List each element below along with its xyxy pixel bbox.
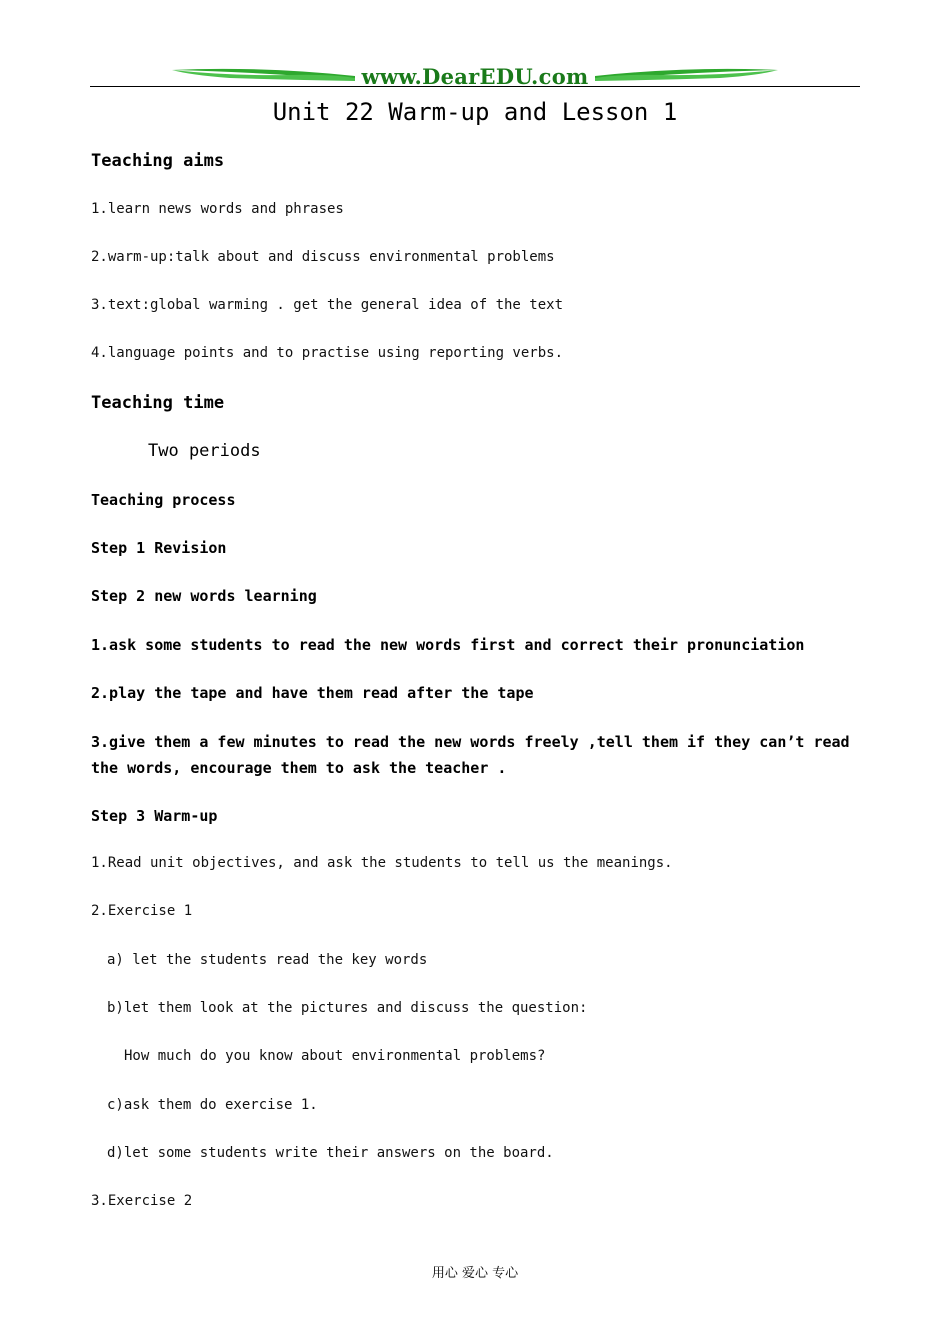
step3-item: 3.Exercise 2 <box>91 1193 193 1209</box>
aims-heading: Teaching aims <box>91 151 225 171</box>
step3-item: 1.Read unit objectives, and ask the students to tell us the meanings. <box>91 855 673 871</box>
step3-subitem: a) let the students read the key words <box>107 952 428 968</box>
aim-item: 1.learn news words and phrases <box>91 201 344 217</box>
page-title: Unit 22 Warm-up and Lesson 1 <box>272 98 678 126</box>
step2-item: 2.play the tape and have them read after the tape <box>91 684 534 702</box>
logo-text: www.DearEDU.com <box>361 64 589 89</box>
step3-heading: Step 3 Warm-up <box>91 807 218 825</box>
time-heading: Teaching time <box>91 393 225 413</box>
step3-question: How much do you know about environmental problems? <box>124 1048 546 1064</box>
step3-item: 2.Exercise 1 <box>91 903 193 919</box>
step2-item: 3.give them a few minutes to read the new words freely ,tell them if they can’t read the words, encourage them to ask the teacher . <box>91 733 850 777</box>
page-footer: 用心 爱心 专心 <box>431 1266 519 1281</box>
process-heading: Teaching process <box>91 491 236 509</box>
step3-subitem: d)let some students write their answers on the board. <box>107 1145 554 1161</box>
aim-item: 2.warm-up:talk about and discuss environmental problems <box>91 249 555 265</box>
step3-subitem: b)let them look at the pictures and discuss the question: <box>107 1000 588 1016</box>
step2-item: 1.ask some students to read the new words first and correct their pronunciation <box>91 636 805 654</box>
aim-item: 3.text:global warming . get the general idea of the text <box>91 297 564 313</box>
header-rule <box>90 86 860 87</box>
step2-heading: Step 2 new words learning <box>91 587 317 605</box>
time-value: Two periods <box>148 441 261 461</box>
aim-item: 4.language points and to practise using reporting verbs. <box>91 345 564 361</box>
step1-heading: Step 1 Revision <box>91 539 227 557</box>
step3-subitem: c)ask them do exercise 1. <box>107 1097 318 1113</box>
